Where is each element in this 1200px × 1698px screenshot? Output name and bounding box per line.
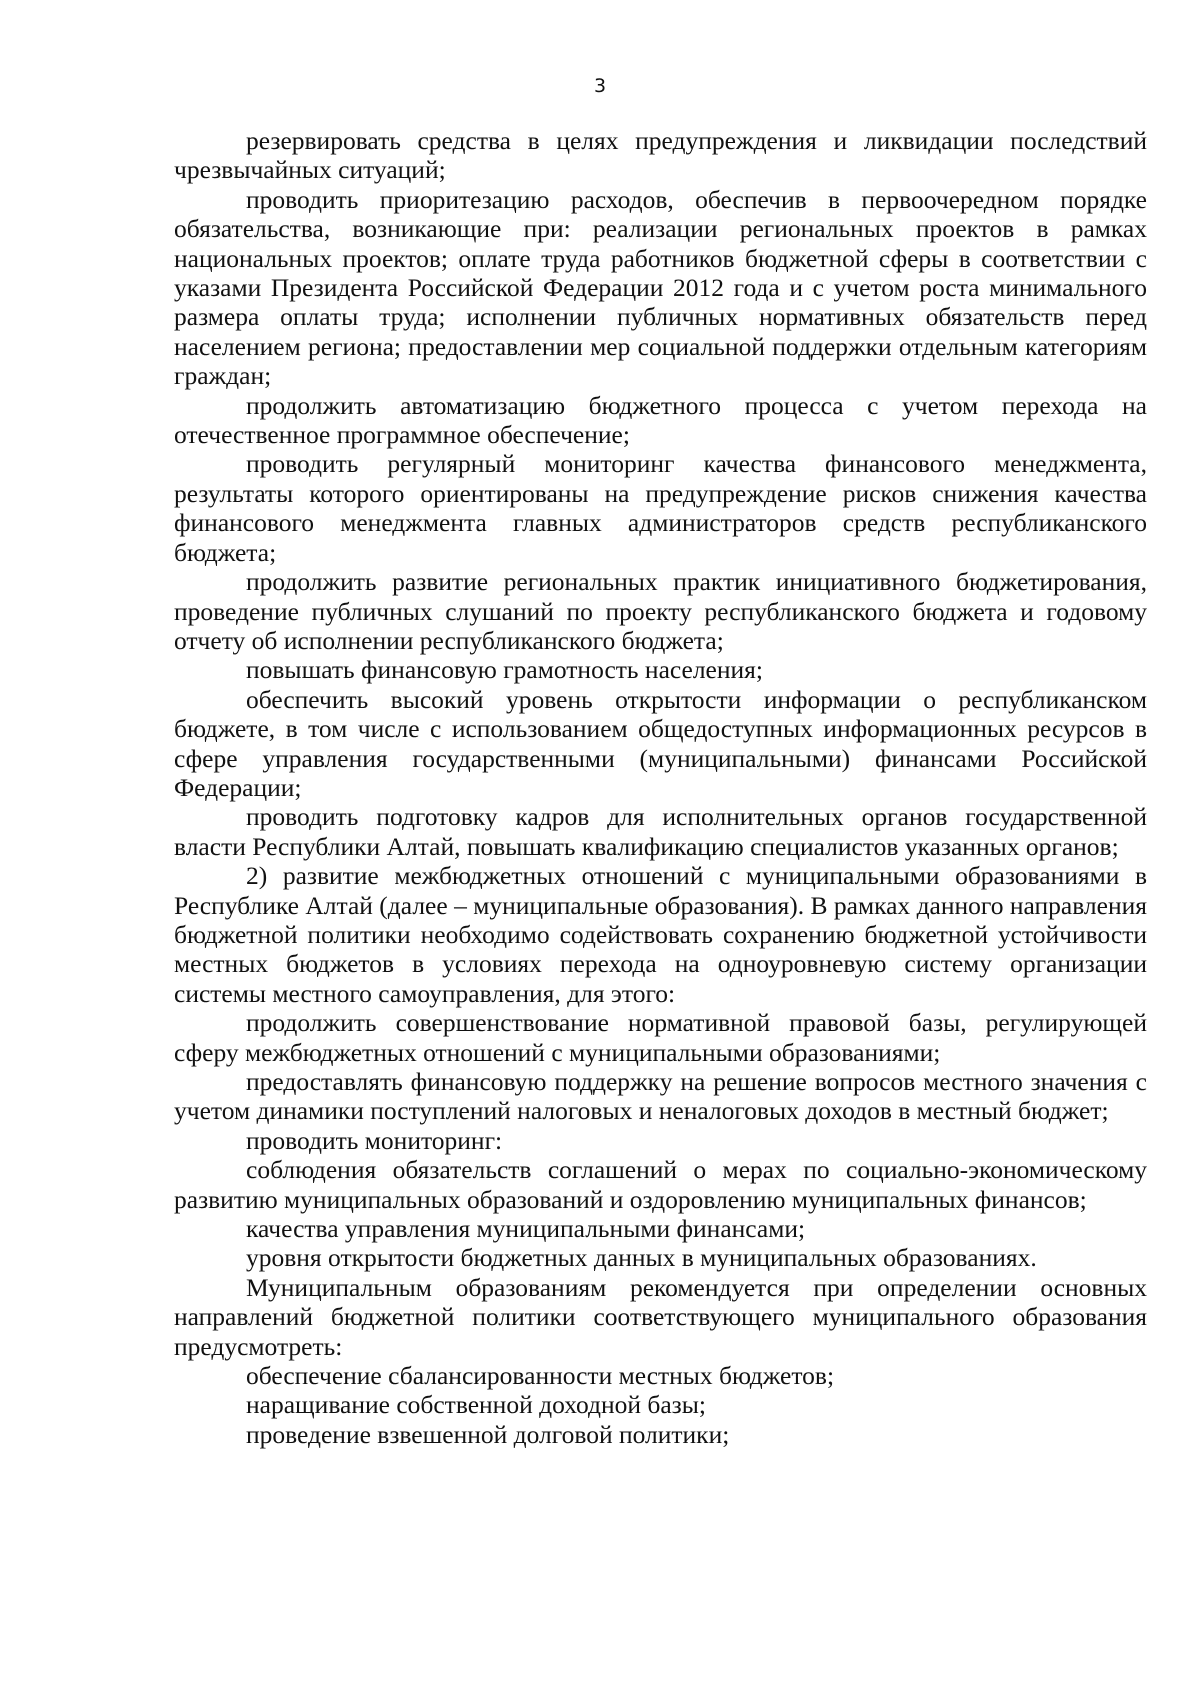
paragraph-municipal-finance-quality: качества управления муниципальными финансами; bbox=[246, 1214, 806, 1244]
paragraph-municipal-recommendations: Муниципальным образованиям рекомендуется при определении основных направлений бюджетной политики соответствующего муниципального образования предусмотреть: bbox=[174, 1272, 1147, 1361]
paragraph-budget-balance: обеспечение сбалансированности местных бюджетов; bbox=[246, 1361, 835, 1391]
paragraph-staff-training: проводить подготовку кадров для исполнительных органов государственной власти Республики Алтай, повышать квалификацию специалистов указанных органов; bbox=[174, 802, 1147, 861]
paragraph-budget-automation: продолжить автоматизацию бюджетного процесса с учетом перехода на отечественное программное обеспечение; bbox=[174, 390, 1147, 450]
paragraph-financial-literacy: повышать финансовую грамотность населения; bbox=[246, 655, 763, 685]
paragraph-expense-prioritization: проводить приоритезацию расходов, обеспечив в первоочередном порядке обязательства, возникающие при: реализации региональных проектов в рамках национальных проектов; оплате труда работников бюджетной сферы в соответствии с указами Президента Российской Федерации 2012 года и с учетом роста минимального размера оплаты труда; исполнении публичных нормативных обязательств перед населением региона; предоставлении мер социальной поддержки отдельным категориям граждан; bbox=[174, 184, 1147, 391]
page-number: 3 bbox=[593, 75, 607, 97]
paragraph-interbudget-relations: 2) развитие межбюджетных отношений с муниципальными образованиями в Республике Алтай (далее – муниципальные образования). В рамках данного направления бюджетной политики необходимо содействовать сохранению бюджетной устойчивости местных бюджетов в условиях перехода на одноуровневую систему организации системы местного самоуправления, для этого: bbox=[174, 861, 1147, 1008]
paragraph-debt-policy: проведение взвешенной долговой политики; bbox=[246, 1419, 730, 1449]
paragraph-data-openness: уровня открытости бюджетных данных в муниципальных образованиях. bbox=[246, 1243, 1037, 1273]
paragraph-regulatory-framework: продолжить совершенствование нормативной правовой базы, регулирующей сферу межбюджетных отношений с муниципальными образованиями; bbox=[174, 1008, 1147, 1067]
paragraph-agreement-compliance: соблюдения обязательств соглашений о мерах по социально-экономическому развитию муниципальных образований и оздоровлению муниципальных финансов; bbox=[174, 1155, 1147, 1214]
paragraph-initiative-budgeting: продолжить развитие региональных практик инициативного бюджетирования, проведение публичных слушаний по проекту республиканского бюджета и годовому отчету об исполнении республиканского бюджета; bbox=[174, 567, 1147, 655]
paragraph-financial-monitoring: проводить регулярный мониторинг качества финансового менеджмента, результаты которого ориентированы на предупреждение рисков снижения качества финансового менеджмента главных администраторов средств республиканского бюджета; bbox=[174, 449, 1147, 567]
paragraph-budget-openness: обеспечить высокий уровень открытости информации о республиканском бюджете, в том числе с использованием общедоступных информационных ресурсов в сфере управления государственными (муниципальными) финансами Российской Федерации; bbox=[174, 684, 1147, 802]
paragraph-reserve-funds: резервировать средства в целях предупреждения и ликвидации последствий чрезвычайных ситуаций; bbox=[174, 126, 1147, 185]
document-body bbox=[174, 126, 1147, 1449]
paragraph-monitoring-intro: проводить мониторинг: bbox=[246, 1125, 503, 1155]
paragraph-financial-support: предоставлять финансовую поддержку на решение вопросов местного значения с учетом динамики поступлений налоговых и неналоговых доходов в местный бюджет; bbox=[174, 1067, 1147, 1126]
paragraph-revenue-base: наращивание собственной доходной базы; bbox=[246, 1390, 706, 1420]
